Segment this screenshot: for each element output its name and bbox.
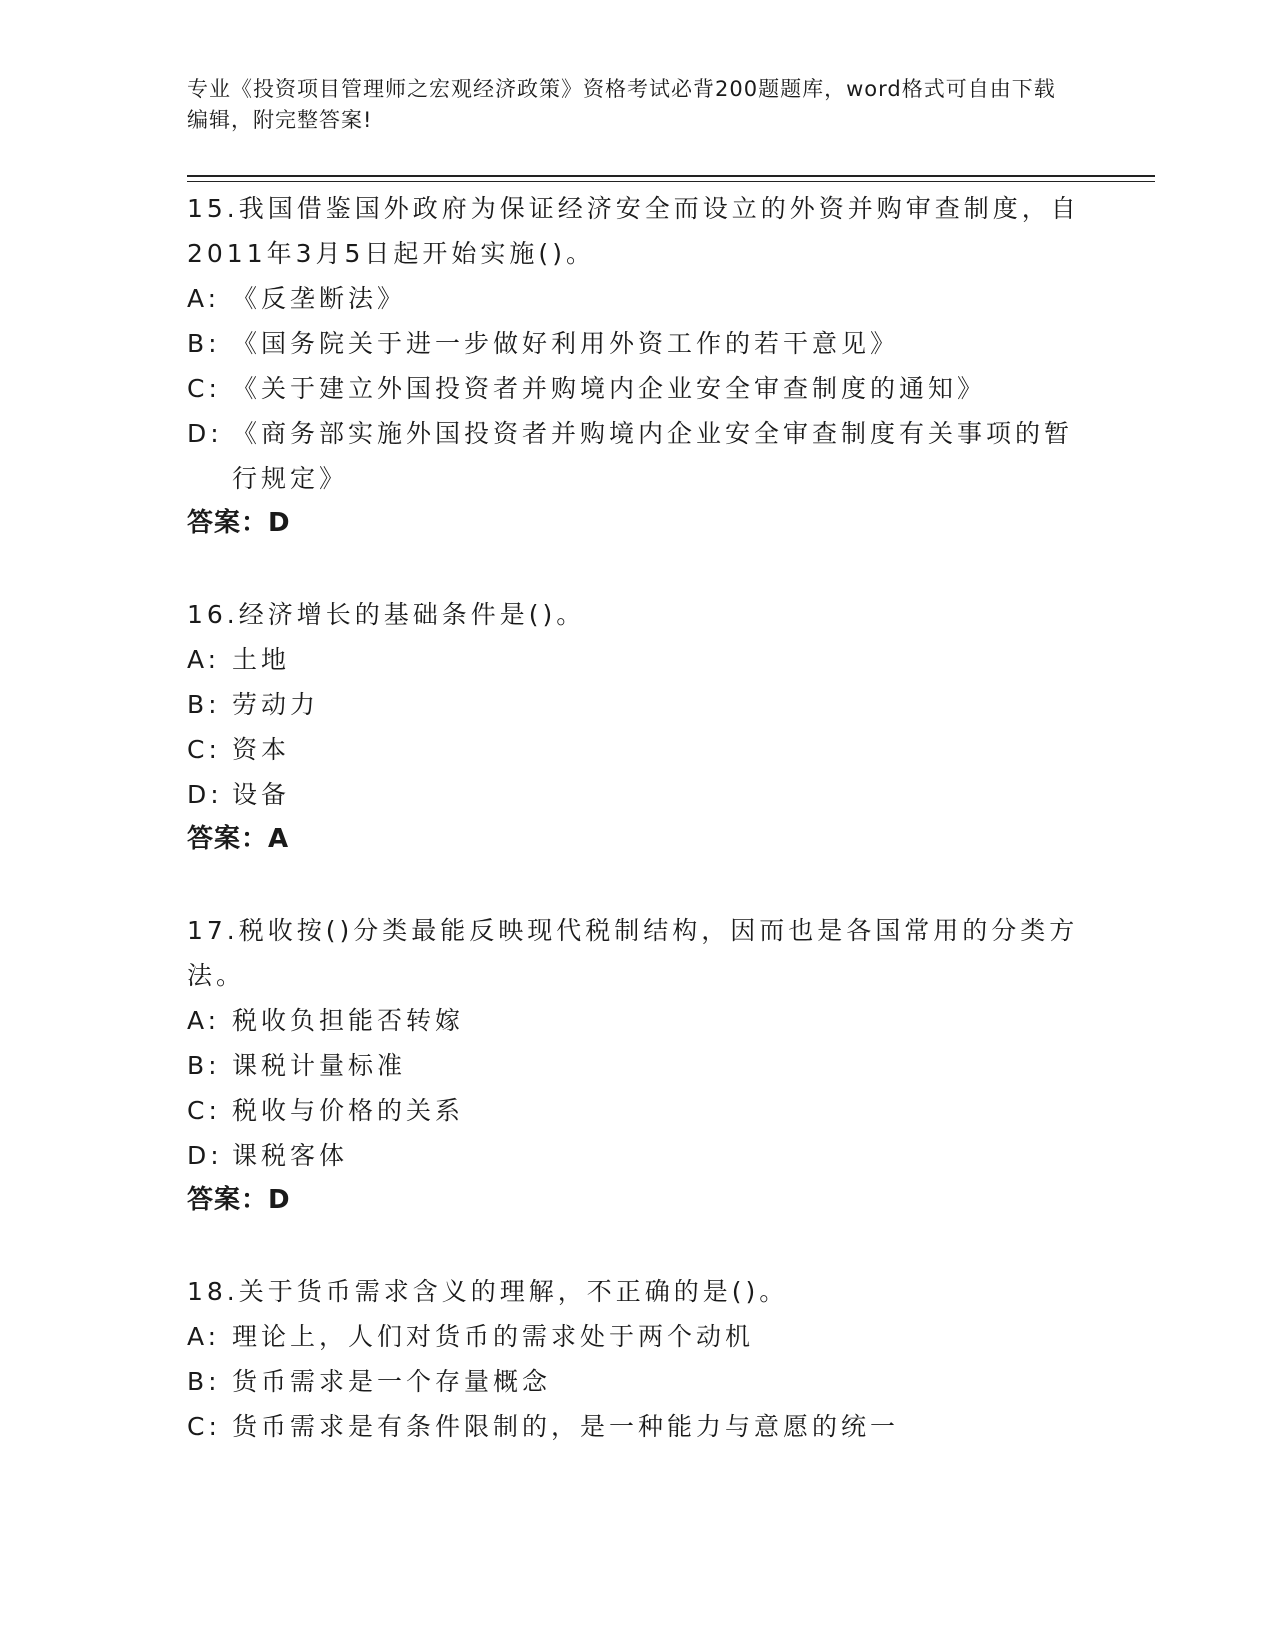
option-c (187, 727, 1087, 772)
question-stem: 16.经济增长的基础条件是()。 (187, 600, 586, 629)
option-text: 《国务院关于进一步做好利用外资工作的若干意见》 (232, 329, 900, 358)
option-text: 《商务部实施外国投资者并购境内企业安全审查制度有关事项的暂行规定》 (232, 419, 1074, 493)
option-b (187, 321, 1087, 366)
option-key: C: (187, 1096, 221, 1125)
option-b (187, 682, 1087, 727)
question-stem: 15.我国借鉴国外政府为保证经济安全而设立的外资并购审查制度，自2011年3月5日起开始实施()。 (187, 194, 1080, 268)
option-key: C: (187, 1412, 221, 1441)
option-key: A: (187, 645, 221, 674)
option-text: 资本 (232, 735, 291, 764)
option-key: D: (187, 419, 223, 448)
option-text: 设备 (232, 780, 291, 809)
option-text: 税收负担能否转嫁 (232, 1006, 465, 1035)
option-d (187, 772, 1087, 817)
option-key: D: (187, 780, 223, 809)
header-divider-thick (187, 175, 1155, 177)
option-text: 课税客体 (232, 1141, 349, 1170)
answer-label: 答案：D (187, 1185, 291, 1215)
question-18 (187, 1269, 1087, 1449)
question-17 (187, 908, 1087, 1223)
option-key: B: (187, 329, 221, 358)
answer-label: 答案：A (187, 824, 290, 854)
option-text: 《反垄断法》 (232, 284, 407, 313)
question-stem: 18.关于货币需求含义的理解，不正确的是()。 (187, 1277, 789, 1306)
option-a (187, 637, 1087, 682)
option-text: 劳动力 (232, 690, 320, 719)
document-header: 专业《投资项目管理师之宏观经济政策》资格考试必背200题题库，word格式可自由下载编辑，附完整答案! (187, 77, 1056, 132)
option-d (187, 1133, 1087, 1178)
option-text: 货币需求是一个存量概念 (232, 1367, 552, 1396)
option-key: C: (187, 374, 221, 403)
option-text: 税收与价格的关系 (232, 1096, 465, 1125)
option-d (187, 411, 1087, 501)
option-key: B: (187, 1367, 221, 1396)
option-key: C: (187, 735, 221, 764)
option-key: B: (187, 690, 221, 719)
option-key: A: (187, 284, 221, 313)
option-key: B: (187, 1051, 221, 1080)
question-15 (187, 186, 1087, 546)
option-key: A: (187, 1322, 221, 1351)
option-b (187, 1043, 1087, 1088)
question-16 (187, 592, 1087, 862)
question-stem: 17.税收按()分类最能反映现代税制结构，因而也是各国常用的分类方法。 (187, 916, 1079, 990)
answer-label: 答案：D (187, 508, 291, 538)
option-c (187, 366, 1087, 411)
option-key: D: (187, 1141, 223, 1170)
option-a (187, 998, 1087, 1043)
option-b (187, 1359, 1087, 1404)
question-list (187, 186, 1087, 1495)
option-text: 货币需求是有条件限制的，是一种能力与意愿的统一 (232, 1412, 900, 1441)
header-divider-thin (187, 181, 1155, 182)
option-text: 《关于建立外国投资者并购境内企业安全审查制度的通知》 (232, 374, 987, 403)
option-c (187, 1404, 1087, 1449)
option-text: 理论上，人们对货币的需求处于两个动机 (232, 1322, 755, 1351)
option-text: 课税计量标准 (232, 1051, 407, 1080)
option-key: A: (187, 1006, 221, 1035)
option-a (187, 1314, 1087, 1359)
option-text: 土地 (232, 645, 291, 674)
option-a (187, 276, 1087, 321)
option-c (187, 1088, 1087, 1133)
